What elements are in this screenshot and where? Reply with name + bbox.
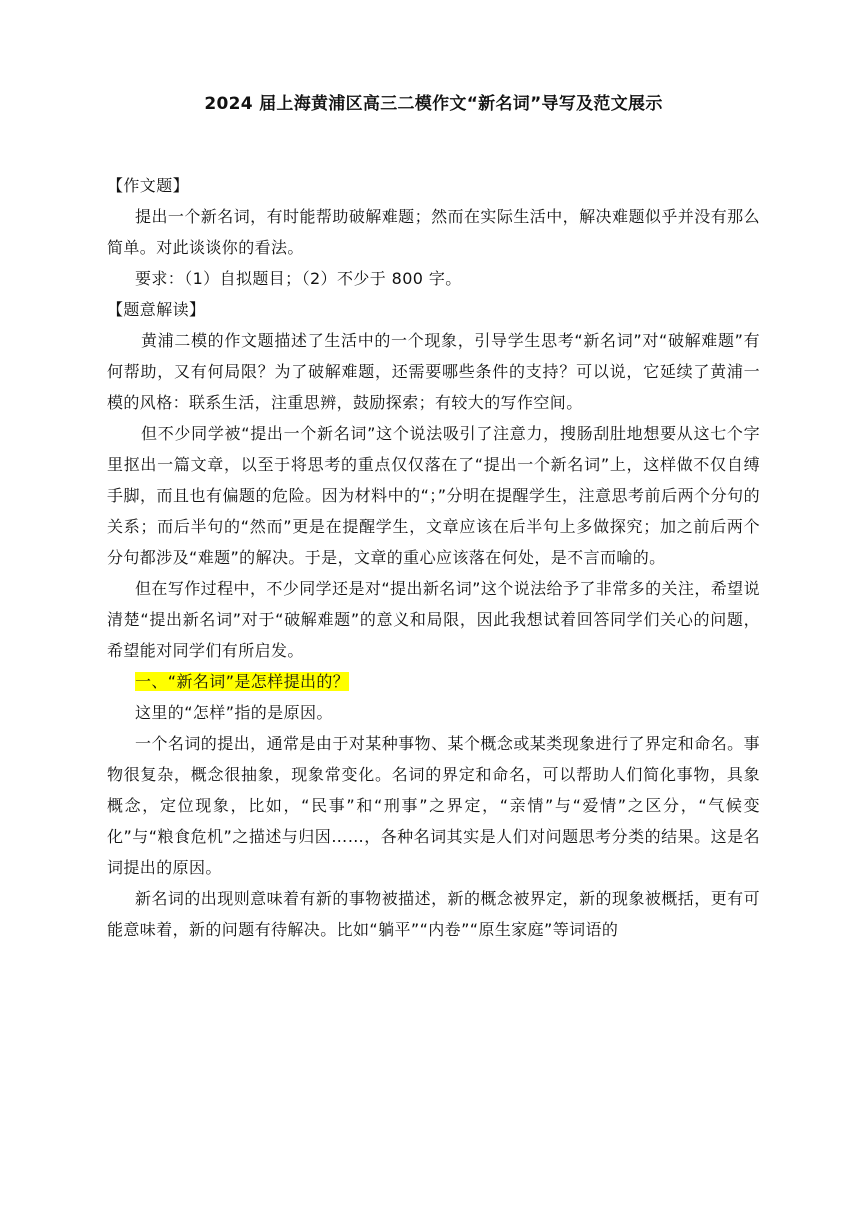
paragraph-5: 一个名词的提出，通常是由于对某种事物、某个概念或某类现象进行了界定和命名。事物很复杂，概念很抽象，现象常变化。名词的界定和命名，可以帮助人们简化事物，具象概念，定位现象，比如，“民事”和“刑事”之界定，“亲情”与“爱情”之区分，“气候变化”与“粮食危机”之描述与归因……，各种名词其实是人们对问题思考分类的结果。这是名词提出的原因。 (107, 734, 760, 877)
section-label-interpretation: 【题意解读】 (107, 300, 206, 319)
paragraph-2: 但不少同学被“提出一个新名词”这个说法吸引了注意力，搜肠刮肚地想要从这七个字里抠出一篇文章，以至于将思考的重点仅仅落在了“提出一个新名词”上，这样做不仅自缚手脚，而且也有偏题的危险。因为材料中的“；”分明在提醒学生，注意思考前后两个分句的关系；而后半句的“然而”更是在提醒学生，文章应该在后半句上多做探究；加之前后两个分句都涉及“难题”的解决。于是，文章的重心应该落在何处，是不言而喻的。 (107, 424, 760, 567)
paragraph-6: 新名词的出现则意味着有新的事物被描述，新的概念被界定，新的现象被概括，更有可能意味着，新的问题有待解决。比如“躺平”“内卷”“原生家庭”等词语的 (107, 889, 760, 939)
section-label-prompt: 【作文题】 (107, 176, 190, 195)
paragraph-1: 黄浦二模的作文题描述了生活中的一个现象，引导学生思考“新名词”对“破解难题”有何帮助，又有何局限？为了破解难题，还需要哪些条件的支持？可以说，它延续了黄浦一模的风格：联系生活，注重思辨，鼓励探索；有较大的写作空间。 (107, 331, 760, 412)
requirements-text: 要求：（1）自拟题目；（2）不少于 800 字。 (135, 269, 462, 288)
document-title: 2024 届上海黄浦区高三二模作文“新名词”导写及范文展示 (204, 94, 663, 114)
prompt-text: 提出一个新名词，有时能帮助破解难题；然而在实际生活中，解决难题似乎并没有那么简单。对此谈谈你的看法。 (107, 207, 760, 257)
paragraph-4: 这里的“怎样”指的是原因。 (135, 703, 333, 722)
highlighted-heading: 一、“新名词”是怎样提出的？ (135, 672, 350, 691)
paragraph-3: 但在写作过程中，不少同学还是对“提出新名词”这个说法给予了非常多的关注，希望说清楚“提出新名词”对于“破解难题”的意义和局限，因此我想试着回答同学们关心的问题，希望能对同学们有所启发。 (107, 579, 760, 660)
heading-row (107, 666, 760, 697)
